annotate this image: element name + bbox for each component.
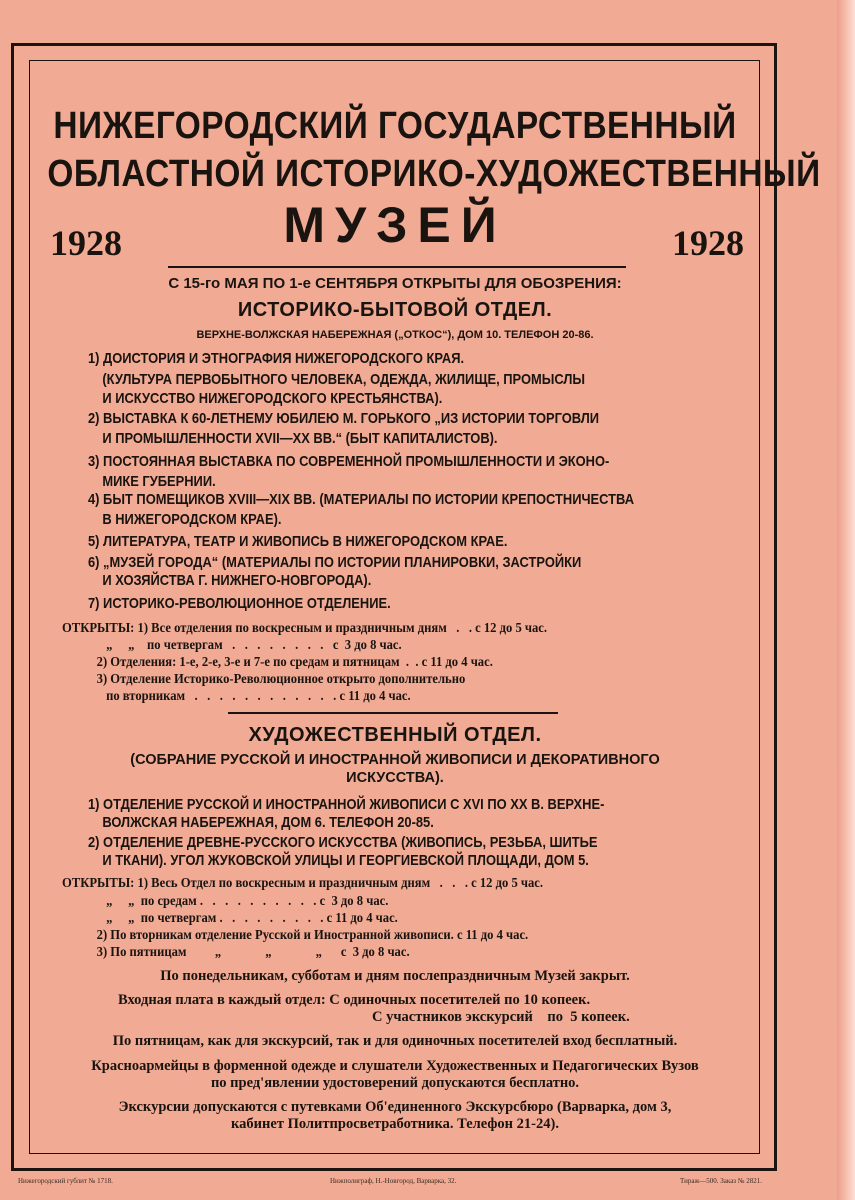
section2-hours-line: 3) По пятницам „ „ „ с 3 до 8 час.: [62, 945, 410, 960]
section1-item-line: 6) „МУЗЕЙ ГОРОДА“ (МАТЕРИАЛЫ ПО ИСТОРИИ ПЛАНИРОВКИ, ЗАСТРОЙКИ: [88, 554, 582, 571]
section2-item-line: ВОЛЖСКАЯ НАБЕРЕЖНАЯ, ДОМ 6. ТЕЛЕФОН 20-85.: [88, 814, 434, 831]
paper-edge: [837, 0, 855, 1200]
section1-hours-line: 2) Отделения: 1-е, 2-е, 3-е и 7-е по средам и пятницам . . с 11 до 4 час.: [62, 655, 493, 670]
closed-days-note: По понедельникам, субботам и дням послепраздничным Музей закрыт.: [160, 968, 630, 984]
section1-item-line: И ИСКУССТВО НИЖЕГОРОДСКОГО КРЕСТЬЯНСТВА).: [88, 390, 443, 407]
year-right: 1928: [672, 223, 744, 263]
free-admission-note: Красноармейцы в форменной одежде и слушатели Художественных и Педагогических Вузов: [91, 1058, 699, 1074]
section1-item-line: И ПРОМЫШЛЕННОСТИ XVII—XX ВВ.“ (БЫТ КАПИТАЛИСТОВ).: [88, 430, 498, 447]
section2-subtitle: (СОБРАНИЕ РУССКОЙ И ИНОСТРАННОЙ ЖИВОПИСИ И ДЕКОРАТИВНОГО: [130, 752, 660, 768]
year-left: 1928: [50, 223, 122, 263]
section1-hours-line: по вторникам . . . . . . . . . . . . с 11 до 4 час.: [62, 689, 411, 704]
section1-item-line: 4) БЫТ ПОМЕЩИКОВ XVIII—XIX ВВ. (МАТЕРИАЛЫ ПО ИСТОРИИ КРЕПОСТНИЧЕСТВА: [88, 491, 635, 508]
footer-printer: Нижполиграф, Н.-Новгород, Варварка, 32.: [330, 1177, 457, 1185]
free-admission-note: по пред'явлении удостоверений допускаются бесплатно.: [210, 1075, 580, 1091]
footer-print-run: Тираж—500. Заказ № 2821.: [680, 1177, 763, 1185]
excursions-note: кабинет Политпросветработника. Телефон 21-24).: [231, 1116, 559, 1132]
entry-fee-line: С участников экскурсий по 5 копеек.: [372, 1009, 630, 1025]
footer-censor-number: Нижегородский гублит № 1718.: [18, 1177, 113, 1185]
section1-item-line: (КУЛЬТУРА ПЕРВОБЫТНОГО ЧЕЛОВЕКА, ОДЕЖДА, ЖИЛИЩЕ, ПРОМЫСЛЫ: [88, 371, 586, 388]
open-notice: С 15-го МАЯ ПО 1-е СЕНТЯБРЯ ОТКРЫТЫ ДЛЯ ОБОЗРЕНИЯ:: [168, 275, 622, 292]
museum-title: МУЗЕЙ: [283, 197, 507, 253]
section1-item-line: 7) ИСТОРИКО-РЕВОЛЮЦИОННОЕ ОТДЕЛЕНИЕ.: [88, 595, 391, 612]
section1-item-line: 5) ЛИТЕРАТУРА, ТЕАТР И ЖИВОПИСЬ В НИЖЕГОРОДСКОМ КРАЕ.: [88, 533, 508, 550]
section1-hours-line: 3) Отделение Историко-Революционное открыто дополнительно: [62, 672, 466, 687]
excursions-note: Экскурсии допускаются с путевками Об'единенного Экскурсбюро (Варварка, дом 3,: [118, 1099, 672, 1115]
section2-hours-line: ОТКРЫТЫ: 1) Весь Отдел по воскресным и праздничным дням . . . с 12 до 5 час.: [62, 876, 544, 891]
section1-hours-line: ОТКРЫТЫ: 1) Все отделения по воскресным и праздничным дням . . с 12 до 5 час.: [62, 621, 548, 636]
museum-name-line1: НИЖЕГОРОДСКИЙ ГОСУДАРСТВЕННЫЙ: [53, 105, 737, 147]
section1-item-line: В НИЖЕГОРОДСКОМ КРАЕ).: [88, 511, 282, 528]
section2-hours-line: „ „ по четвергам . . . . . . . . . с 11 до 4 час.: [62, 911, 398, 926]
section1-item-line: И ХОЗЯЙСТВА Г. НИЖНЕГО-НОВГОРОДА).: [88, 572, 372, 589]
section1-item-line: МИКЕ ГУБЕРНИИ.: [88, 473, 216, 490]
section2-title: ХУДОЖЕСТВЕННЫЙ ОТДЕЛ.: [248, 724, 542, 746]
section1-title: ИСТОРИКО-БЫТОВОЙ ОТДЕЛ.: [237, 299, 553, 321]
section2-item-line: 2) ОТДЕЛЕНИЕ ДРЕВНЕ-РУССКОГО ИСКУССТВА (ЖИВОПИСЬ, РЕЗЬБА, ШИТЬЕ: [88, 834, 598, 851]
section2-item-line: И ТКАНИ). УГОЛ ЖУКОВСКОЙ УЛИЦЫ И ГЕОРГИЕВСКОЙ ПЛОЩАДИ, ДОМ 5.: [88, 852, 589, 869]
section2-hours-line: „ „ по средам . . . . . . . . . . с 3 до 8 час.: [62, 894, 389, 909]
section1-item-line: 2) ВЫСТАВКА К 60-ЛЕТНЕМУ ЮБИЛЕЮ М. ГОРЬКОГО „ИЗ ИСТОРИИ ТОРГОВЛИ: [88, 410, 600, 427]
friday-free-note: По пятницам, как для экскурсий, так и для одиночных посетителей вход бесплатный.: [112, 1033, 678, 1049]
header-rule: [168, 266, 626, 268]
section1-item-line: 1) ДОИСТОРИЯ И ЭТНОГРАФИЯ НИЖЕГОРОДСКОГО КРАЯ.: [88, 350, 465, 367]
entry-fee-line: Входная плата в каждый отдел: С одиночных посетителей по 10 копеек.: [118, 992, 591, 1008]
museum-name-line2: ОБЛАСТНОЙ ИСТОРИКО-ХУДОЖЕСТВЕННЫЙ: [47, 153, 821, 195]
section2-subtitle: ИСКУССТВА).: [346, 770, 444, 786]
section2-item-line: 1) ОТДЕЛЕНИЕ РУССКОЙ И ИНОСТРАННОЙ ЖИВОПИСИ С XVI ПО XX В. ВЕРХНЕ-: [88, 796, 605, 813]
section-rule: [228, 712, 558, 714]
section1-item-line: 3) ПОСТОЯННАЯ ВЫСТАВКА ПО СОВРЕМЕННОЙ ПРОМЫШЛЕННОСТИ И ЭКОНО-: [88, 453, 610, 470]
section1-address: ВЕРХНЕ-ВОЛЖСКАЯ НАБЕРЕЖНАЯ („ОТКОС“), ДОМ 10. ТЕЛЕФОН 20-86.: [196, 329, 594, 341]
section2-hours-line: 2) По вторникам отделение Русской и Иностранной живописи. с 11 до 4 час.: [62, 928, 529, 943]
section1-hours-line: „ „ по четвергам . . . . . . . . с 3 до 8 час.: [62, 638, 402, 653]
